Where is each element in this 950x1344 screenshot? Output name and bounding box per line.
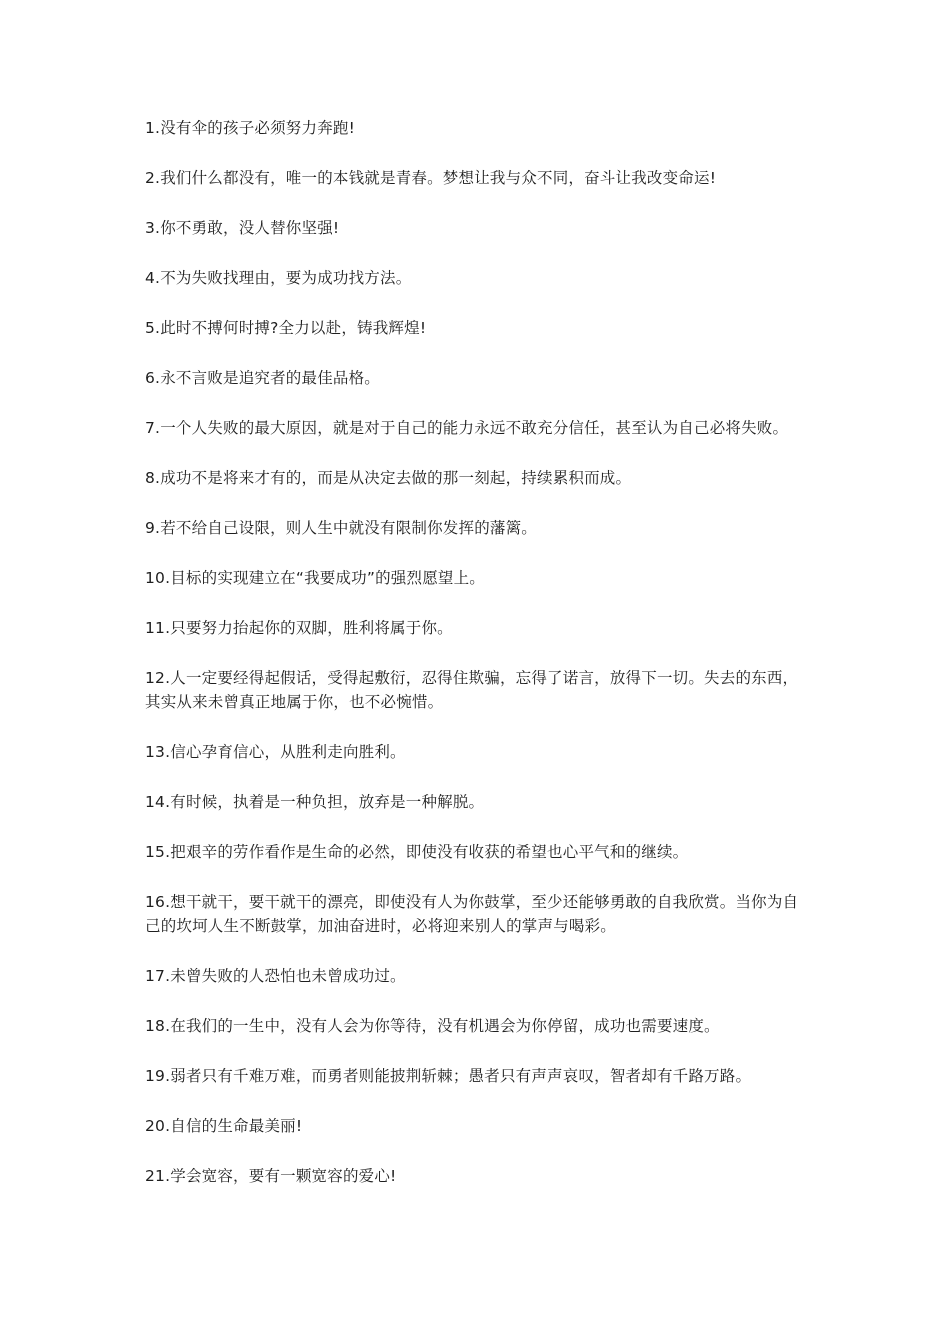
quote-item: 20.自信的生命最美丽! <box>145 1117 303 1135</box>
quote-item: 3.你不勇敢，没人替你坚强! <box>145 219 340 237</box>
quote-item: 11.只要努力抬起你的双脚，胜利将属于你。 <box>145 619 453 637</box>
quote-item: 5.此时不搏何时搏?全力以赴，铸我辉煌! <box>145 319 427 337</box>
quote-item: 14.有时候，执着是一种负担，放弃是一种解脱。 <box>145 793 485 811</box>
quote-item: 15.把艰辛的劳作看作是生命的必然，即使没有收获的希望也心平气和的继续。 <box>145 843 689 861</box>
quote-item: 13.信心孕育信心，从胜利走向胜利。 <box>145 743 406 761</box>
quote-item: 12.人一定要经得起假话，受得起敷衍，忍得住欺骗，忘得了诺言，放得下一切。失去的东西，其实从来未曾真正地属于你，也不必惋惜。 <box>145 669 799 711</box>
quote-item: 7.一个人失败的最大原因，就是对于自己的能力永远不敢充分信任，甚至认为自己必将失败。 <box>145 419 789 437</box>
quote-list <box>145 116 810 1214</box>
quote-item: 16.想干就干，要干就干的漂亮，即使没有人为你鼓掌，至少还能够勇敢的自我欣赏。当你为自己的坎坷人生不断鼓掌，加油奋进时，必将迎来别人的掌声与喝彩。 <box>145 893 799 935</box>
quote-item: 9.若不给自己设限，则人生中就没有限制你发挥的藩篱。 <box>145 519 537 537</box>
quote-item: 8.成功不是将来才有的，而是从决定去做的那一刻起，持续累积而成。 <box>145 469 632 487</box>
quote-item: 4.不为失败找理由，要为成功找方法。 <box>145 269 412 287</box>
quote-item: 19.弱者只有千难万难，而勇者则能披荆斩棘；愚者只有声声哀叹，智者却有千路万路。 <box>145 1067 752 1085</box>
quote-item: 10.目标的实现建立在“我要成功”的强烈愿望上。 <box>145 569 486 587</box>
quote-item: 17.未曾失败的人恐怕也未曾成功过。 <box>145 967 406 985</box>
quote-item: 6.永不言败是追究者的最佳品格。 <box>145 369 380 387</box>
quote-item: 18.在我们的一生中，没有人会为你等待，没有机遇会为你停留，成功也需要速度。 <box>145 1017 720 1035</box>
quote-item: 1.没有伞的孩子必须努力奔跑! <box>145 119 356 137</box>
quote-item: 2.我们什么都没有，唯一的本钱就是青春。梦想让我与众不同，奋斗让我改变命运! <box>145 169 717 187</box>
quote-item: 21.学会宽容，要有一颗宽容的爱心! <box>145 1167 397 1185</box>
